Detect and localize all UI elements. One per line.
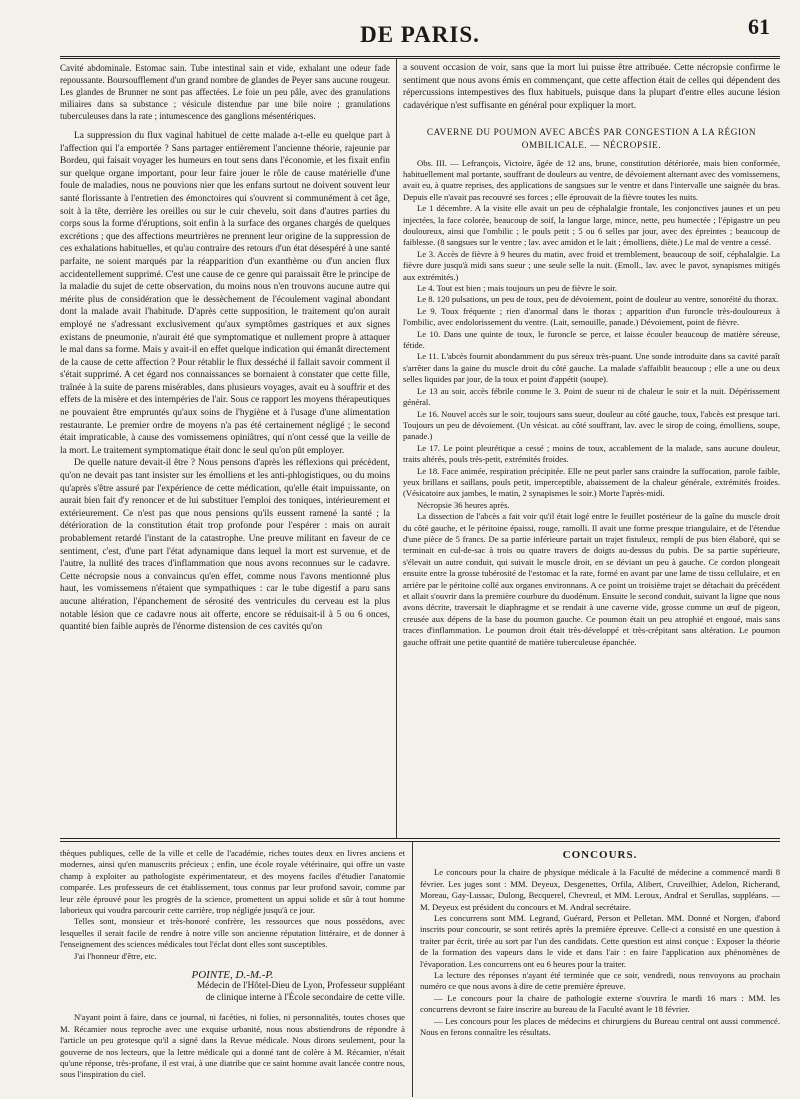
column-divider [412, 842, 413, 1097]
paragraph: Le 1 décembre. A la visite elle avait un peu de céphalalgie frontale, les conjonctives jaunes et un peu injectées, la face colorée, beaucoup de soif, la langue large, mince, nette, peu humectée ; l'épigastre un peu douloureux, ainsi que l'ombilic ; le pouls petit ; 5 ou 6 selles par jour, avec des épreintes ; beaucoup de faiblesse. (8 sangsues sur le ventre ; lav. avec amidon et le lait ; émolliens, diète.) Le mal de ventre a cessé. [403, 203, 780, 248]
left-column-top [60, 62, 390, 832]
paragraph: De quelle nature devait-il être ? Nous pensons d'après les réflexions qui précèdent, qu'on ne devait pas tant insister sur les émolliens et les anti-phlogistiques, ou du moins qu'après s'être assuré par l'expérience de cette médication, qu'elle était impuissante, on aurait bien fait d'y renoncer et de lui substituer l'emploi des toniques, intérieurement et extérieurement. Ce n'est pas que nous pensions qu'ils eussent ramené la santé ; la détérioration de la constitution était trop profonde pour l'espérer : mais on aurait probablement retardé l'instant de la catastrophe. Une preuve militant en faveur de ce sentiment, c'est, d'une part l'état adynamique dans lequel la mort est survenue, et de l'autre, la nullité des traces d'inflammation que nous avons reconnues sur le cadavre. Cette nécropsie nous a convaincus qu'en effet, comme nous l'avons mentionné plus haut, les vomissemens n'étaient que sympathiques : car le tube digestif a paru sans aucune altération, l'épanchement de sérosité des ventricules du cerveau est la plus notable lésion que ce cadavre nous ait offerte, encore se réduisait-il à 5 ou 6 onces, quantité bien faible auprès de l'énorme distension de ces cavités qu'on [60, 458, 390, 633]
paragraph: — Le concours pour la chaire de pathologie externe s'ouvrira le mardi 16 mars : MM. les concurrens devront se faire inscrire au bureau de la Faculté avant le 18 février. [420, 992, 780, 1015]
page-number: 61 [748, 14, 770, 39]
page-title: DE PARIS. [360, 22, 480, 47]
paragraph: Telles sont, monsieur et très-honoré confrère, les ressources que nous possédons, avec lesquelles il serait facile de rendre à notre ville son ancienne réputation littéraire, et de donner à l'enseignement des sciences médicales tout l'éclat dont elles sont susceptibles. [60, 916, 405, 950]
paragraph: — Les concours pour les places de médecins et chirurgiens du Bureau central ont aussi commencé. Nous en ferons connaître les résultats. [420, 1015, 780, 1038]
horizontal-divider [60, 838, 780, 842]
paragraph: Le 11. L'abcès fournit abondamment du pus séreux très-puant. Une sonde introduite dans sa cavité paraît s'arrêter dans la gaine du muscle droit du côté gauche. La malade s'affaiblit beaucoup ; elle a une ou deux selles liquides par jour, de la toux et point d'appétit (soupe). [403, 351, 780, 385]
section-title-line: CAVERNE DU POUMON AVEC ABCÈS PAR CONGESTION A LA RÉGION [426, 127, 757, 138]
paragraph: Cavité abdominale. Estomac sain. Tube intestinal sain et vide, exhalant une odeur fade repoussante. Boursoufflement d'un grand nombre de glandes de Peyer sans aucune rougeur. Les glandes de Brunner ne sont pas affectées. Le foie un peu pâle, avec des granulations miliaires dans sa substance ; vésicule distendue par une bile noire ; granulations tuberculeuses dans la rate ; intumescence des ganglions mésentériques. [60, 63, 390, 121]
paragraph: Le 4. Tout est bien ; mais toujours un peu de fièvre le soir. [417, 283, 617, 294]
paragraph: Le 18. Face animée, respiration précipitée. Elle ne peut parler sans craindre la suffocation, parole faible, yeux brillans et saillans, pouls petit, imperceptible, abaissement de la chaleur générale, extrémités froides. (Vésicatoire aux jambes, le matin, 2 synapismes le soir.) Morte l'après-midi. [403, 465, 780, 499]
paragraph: La dissection de l'abcès a fait voir qu'il était logé entre le feuillet postérieur de la gaîne du muscle droit du côté gauche, et le péritoine épaissi, rouge, ramolli. Il avait une forme presque triangulaire, et de l'étendue d'une pièce de 5 francs. De sa partie inférieure partait un trajet fistuleux, rempli de pus bien élaboré, qui se terminait en cul-de-sac à trois ou quatre travers de doigts au-dessus du pubis. De sa partie supérieure, s'élevait un autre conduit, qui suivait le muscle droit, en se déviant un peu à gauche. Ce cordon plongeait ensuite entre la grosse tubérosité de l'estomac et la rate, formé en avant par une lame de tissu cellulaire, et en arrière par le péritoine collé aux organes environnans. A ce point un troisième trajet se détachait du précédent et allait s'ouvrir dans la première courbure du duodénum. Ensuite le second conduit, suivant la ligne que nous avons décrite, traversait le diaphragme et se rendait à une caverne vide, grosse comme un œuf de pigeon, creusée aux dépens de la base du poumon gauche. Ce poumon était un peu atrophié et engoué, mais sans traces d'inflammation. Le poumon droit était très-développé et très-crépitant sans altération. Le poumon gauche offrait une petite quantité de matière tuberculeuse épanchée. [403, 511, 780, 647]
editorial-note: N'ayant point à faire, dans ce journal, ni facéties, ni folies, ni personnalités, toutes choses que M. Récamier nous reproche avec une exquise urbanité, nous nous abstiendrons de répondre à l'article un peu grotesque qu'il a signé dans la Revue médicale. Nous dirons seulement, pour la gouverne de nos lecteurs, que la lettre médicale qui a donné tant de colère à M. Récamier, n'était qu'une réponse, très-profane, il est vrai, à une diatribe que ce saint homme avait lancée contre nous, sous l'inspiration du ciel. [60, 1012, 405, 1080]
paragraph: La lecture des réponses n'ayant été terminée que ce soir, vendredi, nous renvoyons au prochain numéro ce que nous avons à dire de cette première épreuve. [420, 970, 780, 992]
paragraph: Le 16. Nouvel accès sur le soir, toujours sans sueur, douleur au côté gauche, toux, l'abcès est presque tari. Toujours un peu de dévoiement. (Un vésicat. au côté souffrant, lav. avec le sirop de coing, émolliens, soupe, panade.) [403, 408, 780, 442]
section-title-line: OMBILICALE. — NÉCROPSIE. [521, 139, 662, 150]
concours-heading: CONCOURS. [562, 849, 638, 861]
signature-description: Médecin de l'Hôtel-Dieu de Lyon, Professeur suppléant [196, 981, 405, 992]
paragraph: thèques publiques, celle de la ville et celle de l'académie, riches toutes deux en livres anciens et modernes, ainsi qu'en manuscrits précieux ; enfin, une école royale vétérinaire, qui offre un vaste champ à exploiter au pathologiste expérimentateur, et des moyens faciles d'étudier l'anatomie comparée. Les professeurs de cet établissement, tous connus par leur profond savoir, comme par leur zèle éprouvé pour les progrès de la science, promettent un appui solide et sûr à tout homme laborieux qui voudra parcourir cette carrière, trop négligée jusqu'à ce jour. [60, 848, 405, 916]
paragraph: La suppression du flux vaginal habituel de cette malade a-t-elle eu quelque part à l'affection qui l'a emportée ? Sans partager entièrement l'ancienne théorie, rajeunie par Bordeu, qui faisait voyager les humeurs en tout sens dans l'économie, et les fixait enfin sur quelque organe important, pour leur faire jouer le rôle de cause matérielle d'une foule de maladies, nous ne pouvions nier que les enfans surtout ne doivent souvent leur santé florissante à l'entretien des émonctoires qui s'ouvrent si communément à cet âge, soit à la tête, derrière les oreilles ou sur le cuir chevelu, soit dans d'autres parties du corps sous la forme d'éruptions, soit enfin à la surface des organes chargés de quelques excrétions ; que des affections meurtrières ne prennent leur origine de la suppression de ces exhalations habituelles, et qu'au contraire des retours d'un état désespéré à une santé parfaite, ne soient marqués par la réapparition d'un exanthème ou d'un ancien flux accidentellement supprimé. C'est une cause de ce genre qui paraissait être le principe de la maladie du sujet de cette observation, du moins nous n'en trouvons aucune autre qui mérite plus de considération que le dessèchement de l'écoulement vaginal abondant dont la malade avait l'habitude. D'après cette supposition, le traitement qu'on aurait employé ne s'adressant exclusivement qu'aux symptômes gastriques et aux signes existans de pneumonie, n'aurait été que symptomatique et nullement propre à attaquer le mal dans sa forme. Mais y avait-il en effet quelque indication qui émanât directement de la cause de cette affection ? Pour rétablir le flux desséché il fallait savoir comment il s'était supprimé. A cet égard nos connaissances se bornaient à constater que cette fille, traînée à la suite de parens misérables, dans plusieurs voyages, avait eu à souffrir et des effets de la misère et des intempéries de l'air. Sous ce rapport les moyens thérapeutiques ne pouvaient être empruntés qu'aux soins de l'hygiène et à l'usage d'une alimentation restaurante. Le premier ordre de moyens n'a pas été certainement négligé ; le second était impraticable, à cause des vomissemens opiniâtres, qui n'ont cessé que la veille de la mort. Le traitement symptomatique était donc le seul qu'on pût employer. [60, 131, 390, 456]
right-column-top [403, 62, 780, 832]
right-column-bottom [420, 848, 780, 1096]
paragraph: Le 9. Toux fréquente ; rien d'anormal dans le thorax ; apparition d'un furoncle très-douloureux à l'ombilic, avec endolorissement du ventre. (Lait, semouille, panade.) Dévoiement, point de fièvre. [403, 305, 780, 328]
left-column-bottom [60, 848, 405, 1096]
paragraph: Le concours pour la chaire de physique médicale à la Faculté de médecine a commencé mardi 8 février. Les juges sont : MM. Deyeux, Desgenettes, Orfila, Alibert, Cruveilhier, Adelon, Richerand, Moreau, Gay-Lussac, Dulong, Becquerel, Chevreul, et MM. Leroux, Andral et Serullas, suppléans. — M. Deyeux est président du concours et M. Andral secrétaire. [420, 867, 780, 912]
signature-name: POINTE, D.-M.-P. [191, 969, 274, 982]
column-divider [396, 58, 397, 838]
paragraph: Le 8. 120 pulsations, un peu de toux, peu de dévoiement, point de douleur au ventre, sonoréité du thorax. [417, 294, 779, 305]
paragraph: a souvent occasion de voir, sans que la mort lui puisse être attribuée. Cette nécropsie confirme le sentiment que nous avons émis en commençant, que cette affection était de celles qui dépendent des répercussions intempestives des flux habituels, puisque dans la plupart d'entre elles aucune lésion cadavérique n'est suffisante en général pour expliquer la mort. [403, 63, 780, 111]
paragraph: Le 17. Le point pleurétique a cessé ; moins de toux, accablement de la malade, sans aucune douleur, traits altérés, pouls très-petit, extrémités froides. [403, 442, 780, 465]
paragraph: Nécropsie 36 heures après. [417, 499, 510, 510]
paragraph: Le 13 au soir, accès fébrile comme le 3. Point de sueur ni de chaleur le soir et la nuit. Dépérissement général. [403, 385, 780, 408]
paragraph: Le 3. Accès de fièvre à 9 heures du matin, avec froid et tremblement, beaucoup de soif, céphalalgie. La fièvre dure jusqu'à midi sans sueur ; une seule selle la nuit. (Emoll., lav. avec le pavot, synapismes mitigés aux extrémités.) [403, 248, 780, 282]
paragraph: Le 10. Dans une quinte de toux, le furoncle se perce, et laisse écouler beaucoup de matière séreuse, fétide. [403, 328, 780, 351]
paragraph: Obs. III. — Lefrançois, Victoire, âgée de 12 ans, brune, constitution détériorée, mais bien conformée, habituellement mal portante, souffrant de douleurs au ventre, de dévoiement alternant avec des vomissemens, avait eu, à quatre reprises, des applications de sangsues sur le ventre et dans l'intervalle une saignée du bras. Depuis elle n'avait pas recouvré ses forces ; elle éprouvait de la fièvre toutes les nuits. [403, 157, 780, 202]
paragraph: J'ai l'honneur d'être, etc. [74, 950, 157, 961]
section-title [403, 126, 780, 151]
paragraph: Les concurrens sont MM. Legrand, Guérard, Person et Pelletan. MM. Donné et Norgen, d'abord inscrits pour concourir, se sont retirés après la première épreuve. Celle-ci a consisté en une question à traiter par écrit, tirée au sort par l'un des candidats. Cette question est ainsi conçue : Exposer la théorie de la formation des vapeurs dans le vide et dans l'air : en faire l'application aux phénomènes de l'évaporation. Les concurrens ont eu 6 heures pour la traiter. [420, 913, 780, 969]
page-header [60, 8, 780, 59]
signature-description: de clinique interne à l'École secondaire de cette ville. [205, 992, 405, 1003]
